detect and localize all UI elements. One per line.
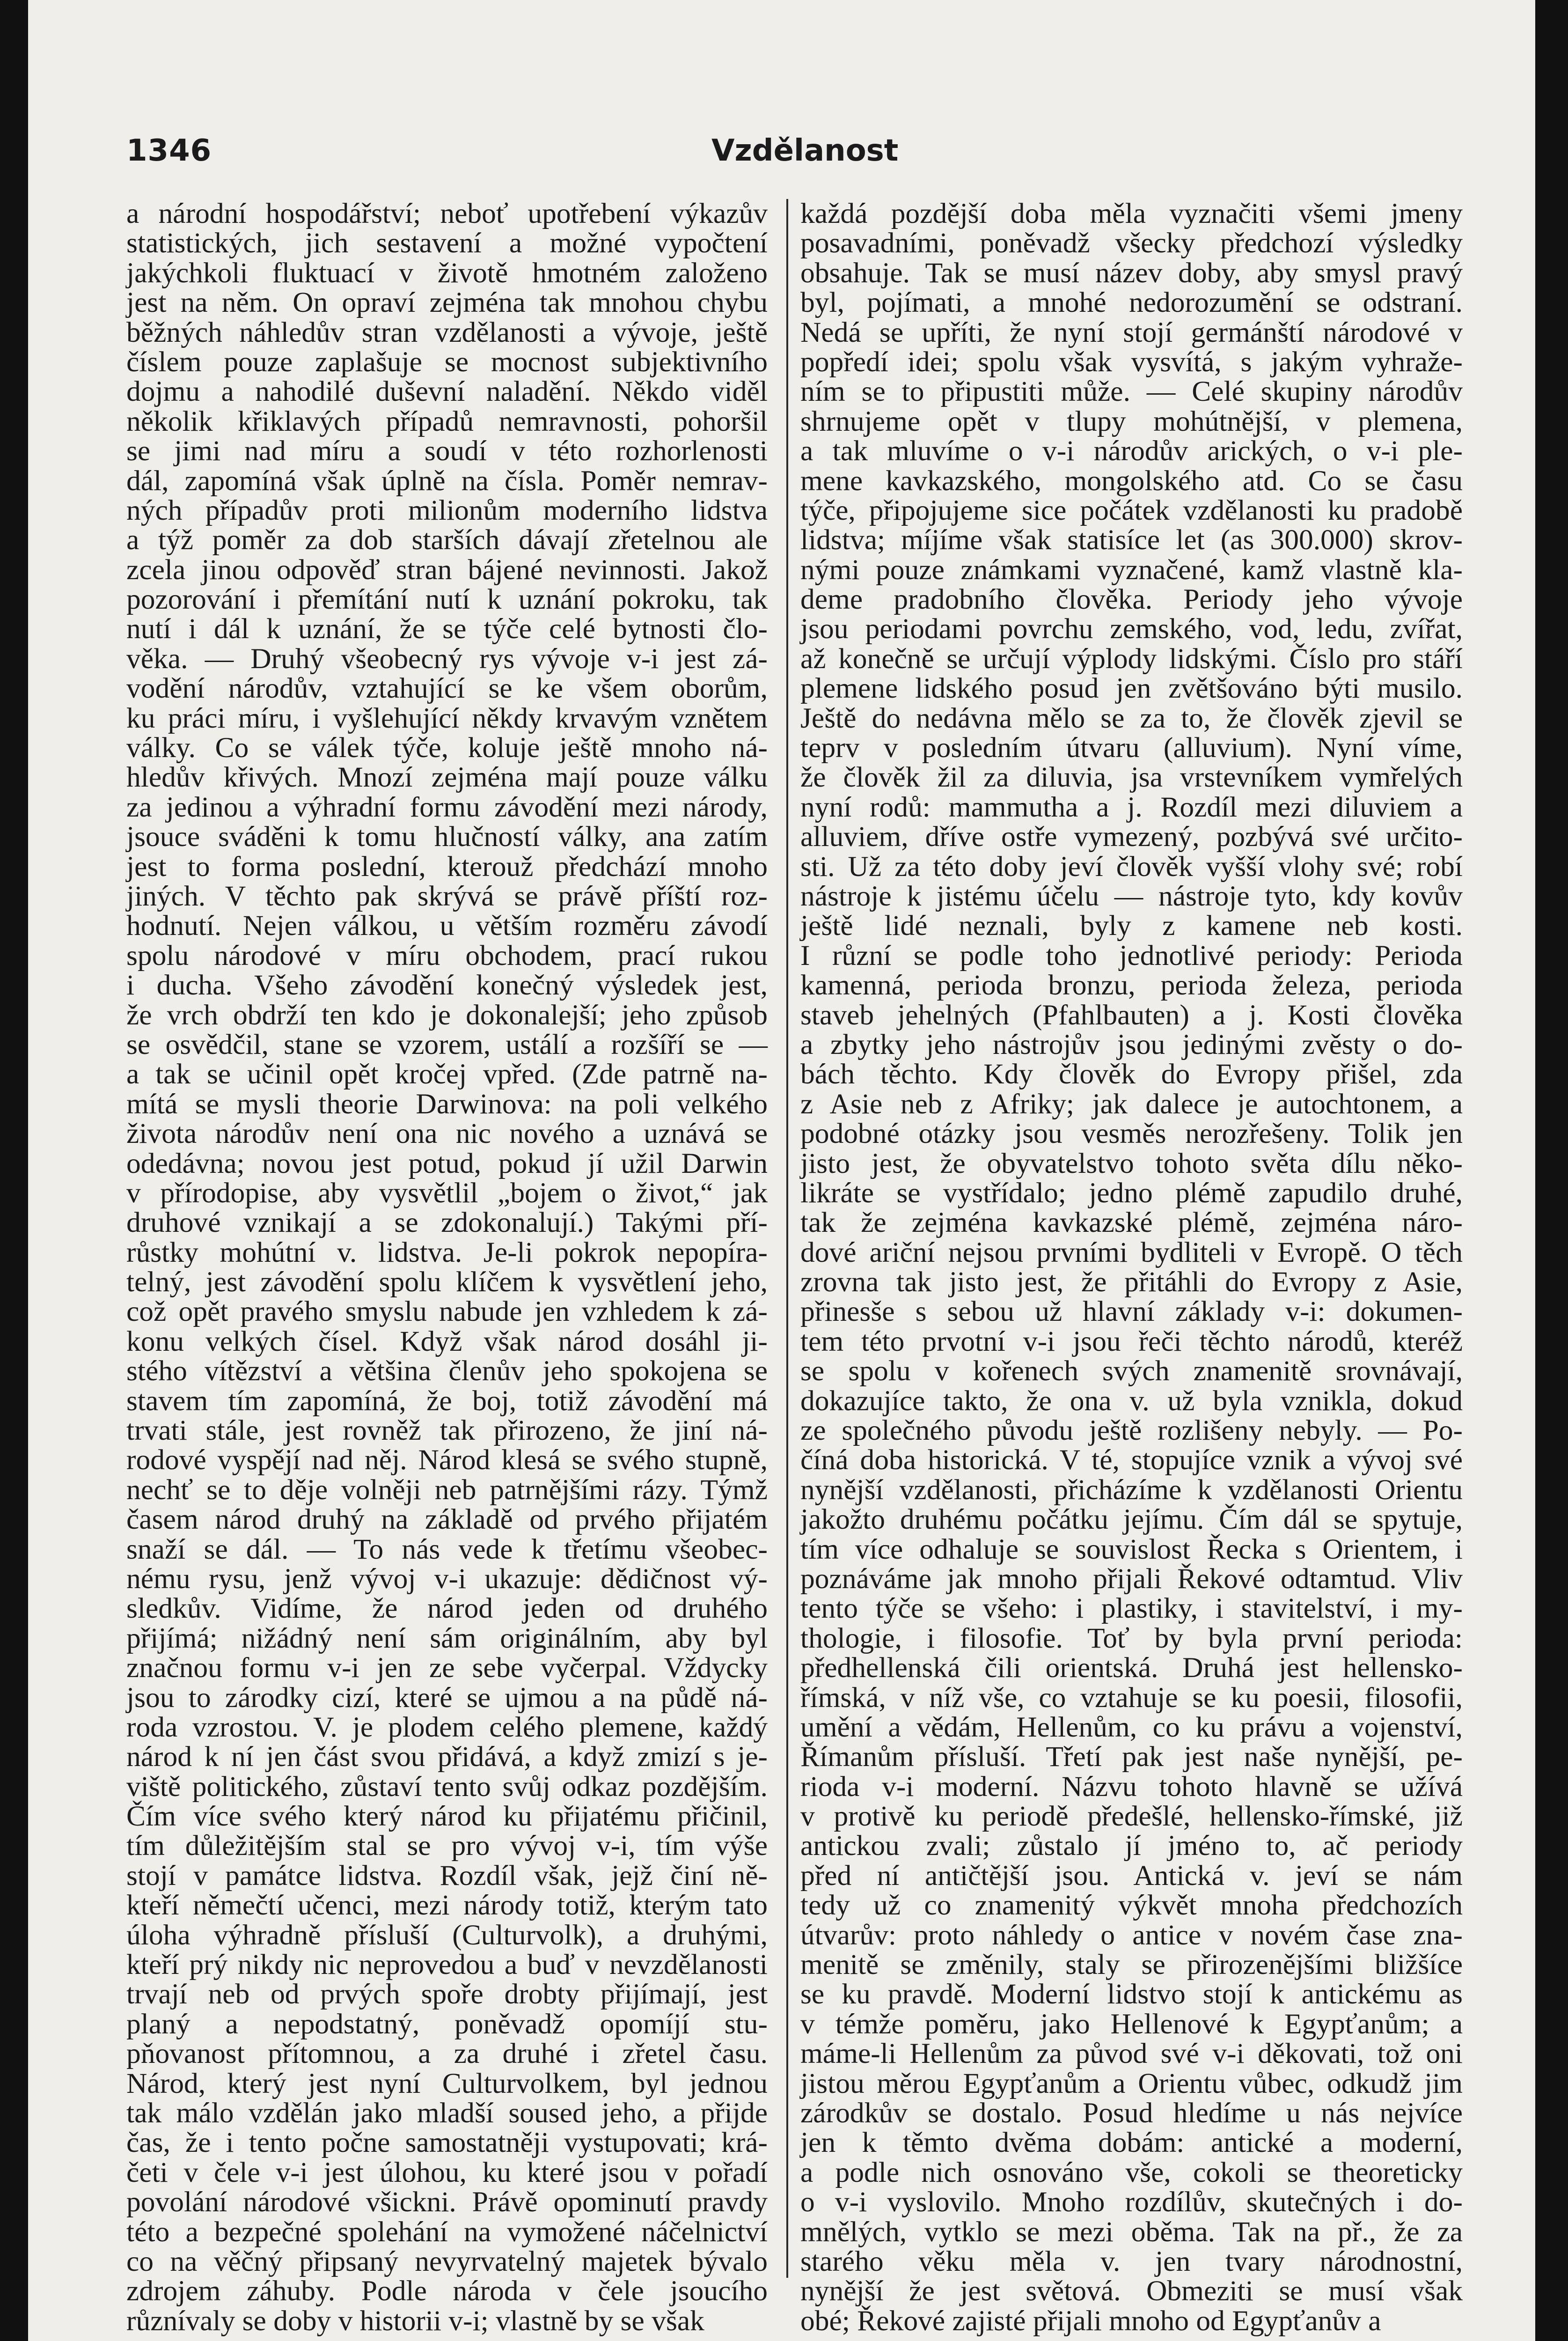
text-line: byl, pojímati, a mnohé nedorozumění se odstraní.	[800, 287, 1463, 319]
text-line: jen k těmto dvěma dobám: antické a moderní,	[800, 2127, 1463, 2159]
text-line: spolu národové v míru obchodem, prací rukou	[126, 939, 768, 972]
text-line: pňovanost přítomnou, a za druhé i zřetel času.	[126, 2038, 768, 2070]
left-text-column	[126, 198, 768, 2337]
text-line: ještě lidé neznali, byly z kamene neb kosti.	[800, 910, 1463, 942]
text-line: obé; Řekové zajisté přijali mnoho od Egypťanův a	[800, 2304, 1381, 2337]
text-line: věka. — Druhý všeobecný rys vývoje v-i jest zá-	[126, 642, 768, 675]
text-line: rioda v-i moderní. Názvu tohoto hlavně se užívá	[800, 1770, 1463, 1803]
text-line: jest to forma poslední, kterouž předchází mnoho	[126, 850, 768, 883]
text-line: Římanům přísluší. Třetí pak jest naše nynější, pe-	[800, 1741, 1463, 1773]
text-line: jistou měrou Egypťanům a Orientu vůbec, odkudž jim	[800, 2067, 1463, 2099]
text-line: až konečně se určují výplody lidskými. Číslo pro stáří	[800, 642, 1463, 675]
text-line: jsou periodami povrchu zemského, vod, ledu, zvířat,	[800, 613, 1463, 645]
text-line: kteří němečtí učenci, mezi národy totiž, kterým tato	[126, 1889, 768, 1921]
text-line: stojí v památce lidstva. Rozdíl však, jejž činí ně-	[126, 1859, 768, 1892]
text-line: této a bezpečné spolehání na vymožené náčelnictví	[126, 2216, 768, 2248]
text-line: se jimi nad míru a soudí v této rozhorlenosti	[126, 435, 768, 467]
text-line: konu velkých čísel. Když však národ dosáhl ji-	[126, 1325, 768, 1357]
text-line: Ještě do nedávna mělo se za to, že člověk zjevil se	[800, 702, 1463, 734]
text-line: hledův křivých. Mnozí zejména mají pouze válku	[126, 761, 768, 794]
text-line: teprv v posledním útvaru (alluvium). Nyní víme,	[800, 732, 1463, 764]
text-line: zcela jinou odpověď stran bájené nevinnosti. Jakož	[126, 553, 768, 586]
text-line: sledkův. Vidíme, že národ jeden od druhého	[126, 1592, 768, 1625]
text-line: rodové vyspějí nad něj. Národ klesá se svého stupně,	[126, 1444, 768, 1476]
text-line: tak málo vzdělán jako mladší soused jeho, a přijde	[126, 2097, 768, 2129]
text-line: jisto jest, že obyvatelstvo tohoto světa dílu něko-	[800, 1147, 1463, 1179]
text-line: nutí i dál k uznání, že se týče celé bytnosti člo-	[126, 613, 768, 645]
text-line: obsahuje. Tak se musí název doby, aby smysl pravý	[800, 257, 1463, 289]
text-line: posavadními, poněvadž všecky předchozí výsledky	[800, 227, 1463, 259]
text-line: a týž poměr za dob starších dávají zřetelnou ale	[126, 524, 768, 556]
text-line: tím více odhaluje se souvislost Řecka s Orientem, i	[800, 1533, 1463, 1565]
text-line: číná doba historická. V té, stopujíce vznik a vývoj své	[800, 1444, 1463, 1476]
text-line: týče, připojujeme sice počátek vzdělanosti ku pradobě	[800, 494, 1463, 526]
text-line: mítá se mysli theorie Darwinova: na poli velkého	[126, 1088, 768, 1120]
text-line: jakýchkoli fluktuací v životě hmotném založeno	[126, 257, 768, 289]
text-line: života národův není ona nic nového a uznává se	[126, 1118, 768, 1150]
text-line: dokazujíce takto, že ona v. už byla vznikla, dokud	[800, 1384, 1463, 1417]
text-line: hodnutí. Nejen válkou, u větším rozměru závodí	[126, 910, 768, 942]
text-line: ním se to připustiti může. — Celé skupiny národův	[800, 375, 1463, 408]
text-line: ných případův proti milionům moderního lidstva	[126, 494, 768, 526]
text-line: tím důležitějším stal se pro vývoj v-i, tím výše	[126, 1830, 768, 1862]
right-text-column	[800, 198, 1463, 2337]
text-line: bách těchto. Kdy člověk do Evropy přišel, zda	[800, 1058, 1463, 1090]
text-line: starého věku měla v. jen tvary národnostní,	[800, 2245, 1463, 2277]
text-line: a podle nich osnováno vše, cokoli se theoreticky	[800, 2156, 1463, 2188]
text-line: lidstva; míjíme však statisíce let (as 300.000) skrov-	[800, 524, 1463, 556]
text-line: se ku pravdě. Moderní lidstvo stojí k antickému as	[800, 1978, 1463, 2010]
text-line: římská, v níž vše, co vztahuje se ku poesii, filosofii,	[800, 1681, 1463, 1714]
text-line: i ducha. Všeho závodění konečný výsledek jest,	[126, 969, 768, 1001]
text-line: antickou zvali; zůstalo jí jméno to, ač periody	[800, 1830, 1463, 1862]
text-line: sti. Už za této doby jeví člověk vyšší vlohy své; robí	[800, 850, 1463, 883]
text-line: růstky mohútní v. lidstva. Je-li pokrok nepopíra-	[126, 1236, 768, 1268]
text-line: Čím více svého který národ ku přijatému přičinil,	[126, 1800, 768, 1833]
text-line: pozorování i přemítání nutí k uznání pokroku, tak	[126, 583, 768, 616]
text-line: zárodkův se dostalo. Posud hledíme u nás nejvíce	[800, 2097, 1463, 2129]
text-line: Národ, který jest nyní Culturvolkem, byl jednou	[126, 2067, 768, 2099]
text-line: před ní antičtější jsou. Antická v. jeví se nám	[800, 1859, 1463, 1892]
text-line: mnělých, vytklo se mezi oběma. Tak na př., že za	[800, 2216, 1463, 2248]
text-line: tento týče se všeho: i plastiky, i stavitelství, i my-	[800, 1592, 1463, 1625]
page-number: 1346	[126, 133, 212, 168]
text-line: a tak se učinil opět kročej vpřed. (Zde patrně na-	[126, 1058, 768, 1090]
text-line: ze společného původu ještě rozlišeny nebyly. — Po-	[800, 1414, 1463, 1447]
text-line: deme pradobního člověka. Periody jeho vývoje	[800, 583, 1463, 616]
text-line: nými pouze známkami vyznačené, kamž vlastně kla-	[800, 553, 1463, 586]
text-line: přijímá; nižádný není sám originálním, aby byl	[126, 1622, 768, 1654]
text-line: nému rysu, jenž vývoj v-i ukazuje: dědičnost vý-	[126, 1562, 768, 1595]
text-line: úloha výhradně přísluší (Culturvolk), a druhými,	[126, 1919, 768, 1951]
text-line: co na věčný připsaný nevyrvatelný majetek bývalo	[126, 2245, 768, 2277]
text-line: zdrojem záhuby. Podle národa v čele jsoucího	[126, 2275, 768, 2307]
text-line: nynější že jest světová. Obmeziti se musí však	[800, 2275, 1463, 2307]
text-line: ku práci míru, i vyšlehující někdy krvavým vznětem	[126, 702, 768, 734]
text-line: likráte se vystřídalo; jedno plémě zapudilo druhé,	[800, 1177, 1463, 1209]
text-line: planý a nepodstatný, poněvadž opomíjí stu-	[126, 2008, 768, 2040]
text-line: staveb jehelných (Pfahlbauten) a j. Kosti člověka	[800, 999, 1463, 1031]
text-line: a národní hospodářství; neboť upotřebení výkazův	[126, 198, 768, 229]
text-line: číslem pouze zaplašuje se mocnost subjektivního	[126, 346, 768, 378]
text-line: alluviem, dříve ostře vymezený, pozbývá své určito-	[800, 821, 1463, 853]
text-line: poznáváme jak mnoho přijali Řekové odtamtud. Vliv	[800, 1562, 1463, 1595]
text-line: kteří prý nikdy nic neprovedou a buď v nevzdělanosti	[126, 1949, 768, 1981]
text-line: se osvědčil, stane se vzorem, ustálí a rozšíří se —	[126, 1028, 768, 1060]
text-line: četi v čele v-i jest úlohou, ku které jsou v pořadí	[126, 2156, 768, 2188]
text-line: trvati stále, jest rovněž tak přirozeno, že jiní ná-	[126, 1414, 768, 1447]
text-line: přinesše s sebou už hlavní základy v-i: dokumen-	[800, 1296, 1463, 1328]
page-header	[126, 133, 1339, 176]
text-line: za jedinou a výhradní formu závodění mezi národy,	[126, 791, 768, 823]
text-line: zrovna tak jisto jest, že přitáhli do Evropy z Asie,	[800, 1266, 1463, 1298]
text-line: se spolu v kořenech svých znamenitě srovnávají,	[800, 1355, 1463, 1387]
text-line: I různí se podle toho jednotlivé periody: Perioda	[800, 939, 1463, 972]
text-line: tem této prvotní v-i jsou řeči těchto národů, kteréž	[800, 1325, 1463, 1357]
text-line: jsouce sváděni k tomu hlučností války, ana zatím	[126, 821, 768, 853]
text-line: stavem tím zapomíná, že boj, totiž závodění má	[126, 1384, 768, 1417]
text-line: máme-li Hellenům za původ své v-i děkovati, tož oni	[800, 2038, 1463, 2070]
text-line: Nedá se upříti, že nyní stojí germánští národové v	[800, 316, 1463, 348]
text-line: povolání národové všickni. Právě opominutí pravdy	[126, 2186, 768, 2218]
text-line: jiných. V těchto pak skrývá se právě příští roz-	[126, 880, 768, 912]
text-line: viště politického, zůstaví tento svůj odkaz pozdějším.	[126, 1770, 768, 1803]
text-line: předhellenská čili orientská. Druhá jest hellensko-	[800, 1652, 1463, 1684]
text-line: dál, zapomíná však úplně na čísla. Poměr nemrav-	[126, 464, 768, 497]
text-line: v přírodopise, aby vysvětlil „bojem o život,“ jak	[126, 1177, 768, 1209]
text-line: snaží se dál. — To nás vede k třetímu všeobec-	[126, 1533, 768, 1565]
text-line: trvají neb od prvých spoře drobty přijímají, jest	[126, 1978, 768, 2010]
scan-border-left	[0, 0, 28, 2341]
text-line: značnou formu v-i jen ze sebe vyčerpal. Vždycky	[126, 1652, 768, 1684]
text-line: čas, že i tento počne samostatněji vystupovati; krá-	[126, 2127, 768, 2159]
text-line: každá pozdější doba měla vyznačiti všemi jmeny	[800, 198, 1463, 229]
text-line: jsou to zárodky cizí, které se ujmou a na půdě ná-	[126, 1681, 768, 1714]
text-line: thologie, i filosofie. Toť by byla první perioda:	[800, 1622, 1463, 1654]
scan-border-right	[1535, 0, 1568, 2341]
text-line: nynější vzdělanosti, přicházíme k vzdělanosti Orientu	[800, 1473, 1463, 1506]
text-line: jest na něm. On opraví zejména tak mnohou chybu	[126, 287, 768, 319]
text-line: statistických, jich sestavení a možné vypočtení	[126, 227, 768, 259]
text-line: několik křiklavých případů nemravnosti, pohoršil	[126, 405, 768, 437]
text-line: což opět pravého smyslu nabude jen vzhledem k zá-	[126, 1296, 768, 1328]
text-line: druhové vznikají a se zdokonalují.) Takými pří-	[126, 1207, 768, 1239]
text-line: dojmu a nahodilé duševní naladění. Někdo viděl	[126, 375, 768, 408]
text-line: časem národ druhý na základě od prvého přijatém	[126, 1503, 768, 1536]
text-line: národ k ní jen část svou přidává, a když zmizí s je-	[126, 1741, 768, 1773]
text-line: války. Co se válek týče, koluje ještě mnoho ná-	[126, 732, 768, 764]
text-line: že člověk žil za diluvia, jsa vrstevníkem vymřelých	[800, 761, 1463, 794]
text-line: podobné otázky jsou vesměs nerozřešeny. Tolik jen	[800, 1118, 1463, 1150]
text-line: běžných náhledův stran vzdělanosti a vývoje, ještě	[126, 316, 768, 348]
text-line: že vrch obdrží ten kdo je dokonalejší; jeho způsob	[126, 999, 768, 1031]
text-line: a zbytky jeho nástrojův jsou jedinými zvěsty o do-	[800, 1028, 1463, 1060]
text-line: z Asie neb z Afriky; jak dalece je autochtonem, a	[800, 1088, 1463, 1120]
text-line: tak že zejména kavkazské plémě, zejména náro-	[800, 1207, 1463, 1239]
running-title: Vzdělanost	[711, 133, 899, 168]
text-line: umění a vědám, Hellenům, co ku právu a vojenství,	[800, 1711, 1463, 1743]
text-line: popředí idei; spolu však vysvítá, s jakým vyhraže-	[800, 346, 1463, 378]
text-line: útvarův: proto náhledy o antice v novém čase zna-	[800, 1919, 1463, 1951]
text-line: kamenná, perioda bronzu, perioda železa, perioda	[800, 969, 1463, 1001]
text-line: jakožto druhému počátku jejímu. Čím dál se spytuje,	[800, 1503, 1463, 1536]
text-line: a tak mluvíme o v-i národův arických, o v-i ple-	[800, 435, 1463, 467]
text-line: nyní rodů: mammutha a j. Rozdíl mezi diluviem a	[800, 791, 1463, 823]
text-line: tedy už co znamenitý výkvět mnoha předchozích	[800, 1889, 1463, 1921]
text-line: stého vítězství a většina členův jeho spokojena se	[126, 1355, 768, 1387]
text-line: plemene lidského posud jen zvětšováno býti musilo.	[800, 672, 1463, 705]
text-line: telný, jest závodění spolu klíčem k vysvětlení jeho,	[126, 1266, 768, 1298]
text-line: nechť se to děje volněji neb patrnějšími rázy. Týmž	[126, 1473, 768, 1506]
text-line: menitě se změnily, staly se přirozenějšími bližšíce	[800, 1949, 1463, 1981]
text-line: v témže poměru, jako Hellenové k Egypťanům; a	[800, 2008, 1463, 2040]
text-line: o v-i vyslovilo. Mnoho rozdílův, skutečných i do-	[800, 2186, 1463, 2218]
text-line: různívaly se doby v historii v-i; vlastně by se však	[126, 2304, 704, 2337]
text-line: odedávna; novou jest potud, pokud jí užil Darwin	[126, 1147, 768, 1179]
column-divider	[786, 199, 788, 2278]
text-line: dové ariční nejsou prvními bydliteli v Evropě. O těch	[800, 1236, 1463, 1268]
text-line: mene kavkazského, mongolského atd. Co se času	[800, 464, 1463, 497]
text-line: shrnujeme opět v tlupy mohútnější, v plemena,	[800, 405, 1463, 437]
text-line: vodění národův, vztahující se ke všem oborům,	[126, 672, 768, 705]
text-line: nástroje k jistému účelu — nástroje tyto, kdy kovův	[800, 880, 1463, 912]
text-line: roda vzrostou. V. je plodem celého plemene, každý	[126, 1711, 768, 1743]
text-line: v protivě ku periodě předešlé, hellensko-římské, již	[800, 1800, 1463, 1833]
